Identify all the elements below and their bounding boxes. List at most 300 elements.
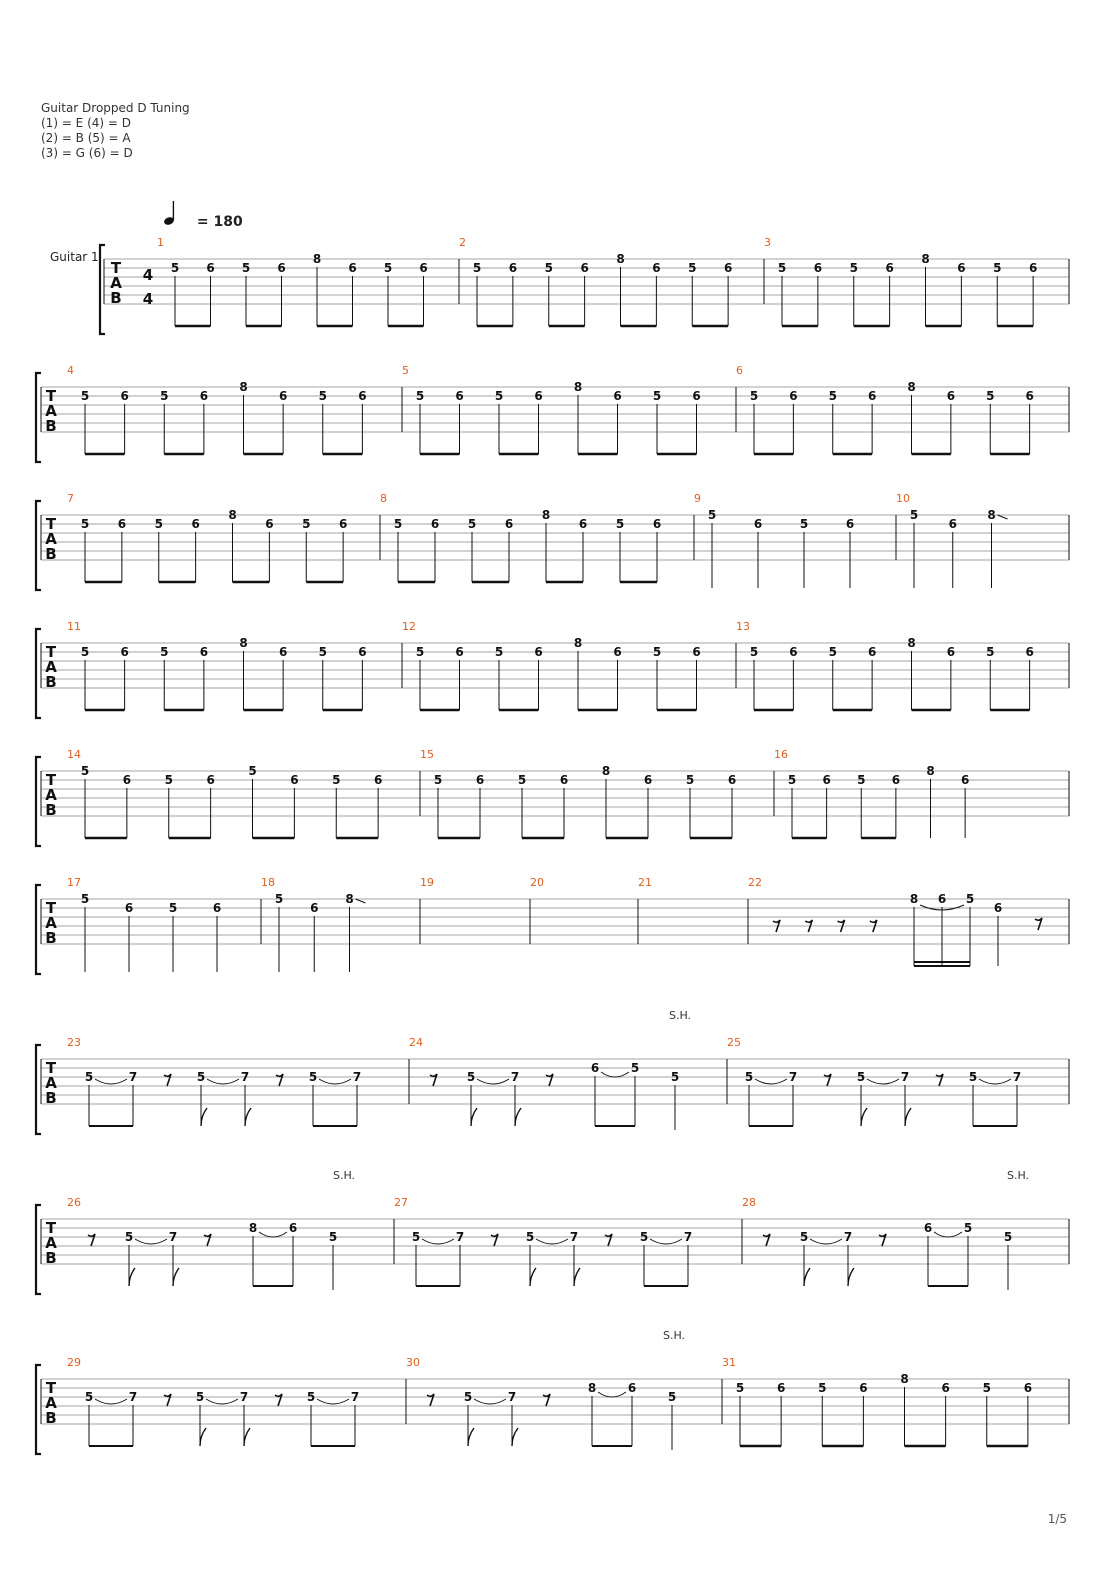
fret-number: 5	[544, 261, 553, 275]
tie-arc	[135, 1239, 167, 1244]
fret-number: 5	[857, 773, 866, 787]
fret-number: 6	[278, 645, 288, 659]
fret-number: 5	[517, 773, 527, 787]
fret-number: 5	[968, 1070, 978, 1084]
tie-arc	[319, 1079, 351, 1084]
system-bracket	[36, 501, 41, 590]
measure-number: 4	[67, 364, 74, 377]
tab-clef-letter: A	[45, 1234, 57, 1252]
measure-number: 3	[764, 236, 771, 249]
fret-number: 8	[312, 252, 322, 266]
measure-number: 7	[67, 492, 74, 505]
measure-number: 27	[394, 1196, 408, 1209]
fret-number: 5	[306, 1390, 316, 1404]
fret-number: 6	[613, 645, 622, 659]
fret-number: 5	[639, 1230, 649, 1244]
fret-number: 5	[80, 517, 90, 531]
fret-number: 6	[508, 261, 518, 275]
note-flag	[804, 1268, 810, 1286]
measure-number: 13	[736, 620, 750, 633]
measure-number: 22	[748, 876, 762, 889]
rest-symbol	[88, 1234, 95, 1246]
fret-number: 7	[788, 1070, 798, 1084]
fret-number: 6	[723, 261, 733, 275]
fret-number: 6	[822, 773, 831, 787]
fret-number: 7	[128, 1390, 138, 1404]
note-flag	[471, 1108, 477, 1126]
fret-number: 6	[948, 517, 957, 531]
rest-symbol	[936, 1074, 943, 1086]
fret-number: 5	[80, 764, 90, 778]
measure-number: 18	[261, 876, 275, 889]
fret-number: 6	[891, 773, 901, 787]
fret-number: 6	[358, 389, 367, 403]
tab-clef-letter: B	[110, 289, 122, 307]
fret-number: 5	[652, 389, 662, 403]
tab-clef-letter: B	[45, 1409, 57, 1427]
system-bracket	[36, 629, 41, 718]
fret-number: 6	[867, 645, 877, 659]
fret-number: 6	[455, 645, 464, 659]
rest-symbol	[824, 1074, 831, 1086]
tuning-line: (3) = G (6) = D	[41, 146, 133, 160]
fret-number: 6	[373, 773, 383, 787]
fret-number: 7	[350, 1390, 360, 1404]
tie-arc	[95, 1079, 127, 1084]
tab-clef-letter: B	[45, 1089, 57, 1107]
measure-number: 1	[157, 236, 164, 249]
fret-number: 6	[692, 389, 701, 403]
fret-number: 6	[265, 517, 274, 531]
tab-clef-letter: T	[45, 899, 57, 917]
note-flag	[574, 1268, 580, 1286]
measure-number: 10	[896, 492, 910, 505]
fret-number: 6	[885, 261, 894, 275]
fret-number: 6	[191, 517, 200, 531]
fret-number: 5	[164, 773, 173, 787]
tab-clef-letter: T	[45, 515, 57, 533]
fret-number: 7	[239, 1390, 249, 1404]
fret-number: 7	[569, 1230, 579, 1244]
fret-number: 8	[907, 380, 916, 394]
fret-number: 6	[1028, 261, 1038, 275]
tie-arc	[317, 1399, 349, 1404]
fret-number: 6	[946, 645, 956, 659]
time-signature-top: 4	[142, 266, 154, 284]
tie-arc	[755, 1079, 787, 1084]
tab-clef-letter: B	[45, 1249, 57, 1267]
fret-number: 6	[845, 517, 855, 531]
measure-number: 16	[774, 748, 788, 761]
fret-number: 8	[900, 1372, 909, 1386]
measure-number: 15	[420, 748, 434, 761]
measure-number: 11	[67, 620, 81, 633]
fret-number: 7	[352, 1070, 362, 1084]
fret-number: 8	[616, 252, 625, 266]
tie-arc	[477, 1079, 509, 1084]
fret-number: 6	[613, 389, 622, 403]
fret-number: 7	[843, 1230, 853, 1244]
measure-number: 29	[67, 1356, 81, 1369]
fret-number: 6	[627, 1381, 637, 1395]
fret-number: 5	[467, 517, 477, 531]
tab-clef-letter: B	[45, 673, 57, 691]
fret-number: 6	[206, 261, 215, 275]
fret-number: 7	[510, 1070, 520, 1084]
fret-number: 5	[828, 645, 837, 659]
tab-clef-letter: T	[110, 259, 122, 277]
fret-number: 6	[199, 645, 209, 659]
fret-number: 5	[80, 645, 90, 659]
tie-arc	[95, 1399, 127, 1404]
tie-arc	[867, 1079, 899, 1084]
tab-clef-letter: A	[45, 1394, 57, 1412]
fret-number: 5	[302, 517, 311, 531]
fret-number: 5	[472, 261, 482, 275]
measure-number: 30	[406, 1356, 420, 1369]
fret-number: 6	[776, 1381, 786, 1395]
fret-number: 5	[332, 773, 341, 787]
fret-number: 6	[859, 1381, 868, 1395]
fret-number: 5	[195, 1390, 205, 1404]
tie-arc	[206, 1399, 238, 1404]
fret-number: 6	[212, 901, 222, 915]
fret-number: 6	[504, 517, 514, 531]
fret-number: 5	[986, 645, 995, 659]
measure-number: 21	[638, 876, 652, 889]
rest-symbol	[1035, 918, 1042, 930]
measure-number: 12	[402, 620, 416, 633]
fret-number: 6	[789, 389, 798, 403]
measure-number: 2	[459, 236, 466, 249]
tab-clef-letter: B	[45, 545, 57, 563]
fret-number: 5	[393, 517, 403, 531]
fret-number: 6	[652, 517, 662, 531]
fret-number: 5	[84, 1390, 94, 1404]
fret-number: 5	[828, 389, 837, 403]
fret-number: 6	[578, 517, 588, 531]
fret-number: 8	[907, 636, 916, 650]
tab-clef-letter: T	[45, 643, 57, 661]
fret-number: 5	[630, 1061, 640, 1075]
fret-number: 5	[685, 773, 695, 787]
fret-number: 5	[241, 261, 251, 275]
fret-number: 6	[534, 389, 543, 403]
fret-number: 5	[818, 1381, 827, 1395]
tie-arc	[598, 1392, 626, 1397]
instrument-label: Guitar 1	[50, 250, 99, 264]
fret-number: 5	[318, 645, 327, 659]
note-flag	[905, 1108, 911, 1126]
fret-number: 8	[228, 508, 237, 522]
fret-number: 6	[867, 389, 877, 403]
fret-number: 5	[965, 892, 975, 906]
fret-number: 5	[787, 773, 797, 787]
fret-number: 7	[900, 1070, 910, 1084]
fret-number: 5	[84, 1070, 94, 1084]
fret-number: 5	[415, 645, 425, 659]
tab-clef-letter: A	[45, 1074, 57, 1092]
fret-number: 5	[318, 389, 327, 403]
fret-number: 7	[1012, 1070, 1022, 1084]
rest-symbol	[491, 1234, 498, 1246]
note-flag	[173, 1268, 179, 1286]
fret-number: 8	[987, 508, 996, 522]
fret-number: 6	[310, 901, 319, 915]
fret-number: 6	[534, 645, 543, 659]
fret-number: 8	[345, 892, 354, 906]
fret-number: 5	[415, 389, 425, 403]
fret-number: 5	[856, 1070, 866, 1084]
fret-number: 6	[278, 389, 288, 403]
tab-clef-letter: A	[45, 914, 57, 932]
fret-number: 8	[926, 764, 935, 778]
fret-number: 6	[124, 901, 134, 915]
note-flag	[245, 1108, 251, 1126]
fret-number: 8	[573, 636, 583, 650]
fret-number: 5	[849, 261, 858, 275]
measure-number: 24	[409, 1036, 423, 1049]
fret-number: 5	[154, 517, 163, 531]
tab-clef-letter: T	[45, 1379, 57, 1397]
tie-arc	[934, 1232, 962, 1237]
fret-number: 5	[982, 1381, 991, 1395]
fret-number: 5	[799, 517, 809, 531]
fret-number: 6	[120, 645, 129, 659]
fret-number: 6	[652, 261, 661, 275]
tie-arc	[259, 1232, 287, 1237]
rest-symbol	[164, 1394, 171, 1406]
tab-clef-letter: A	[45, 658, 57, 676]
tab-clef-letter: T	[45, 771, 57, 789]
fret-number: 6	[288, 1221, 298, 1235]
fret-number: 6	[122, 773, 132, 787]
measure-number: 6	[736, 364, 743, 377]
fret-number: 8	[248, 1221, 258, 1235]
fret-number: 5	[170, 261, 180, 275]
fret-number: 5	[328, 1230, 338, 1244]
fret-number: 5	[735, 1381, 745, 1395]
note-flag	[861, 1108, 867, 1126]
fret-number: 6	[475, 773, 485, 787]
rest-symbol	[543, 1394, 550, 1406]
fret-number: 5	[744, 1070, 754, 1084]
fret-number: 6	[120, 389, 129, 403]
fret-number: 5	[749, 645, 759, 659]
tab-clef-letter: A	[45, 530, 57, 548]
fret-number: 6	[789, 645, 798, 659]
rest-symbol	[763, 1234, 770, 1246]
slide-line	[356, 899, 366, 903]
fret-number: 6	[1025, 389, 1034, 403]
fret-number: 5	[80, 389, 90, 403]
tab-clef-letter: T	[45, 1219, 57, 1237]
fret-number: 6	[290, 773, 299, 787]
fret-number: 7	[240, 1070, 250, 1084]
fret-number: 6	[117, 517, 127, 531]
fret-number: 6	[430, 517, 440, 531]
measure-number: 26	[67, 1196, 81, 1209]
system-bracket	[36, 885, 41, 974]
tempo-value: = 180	[196, 214, 243, 230]
system-bracket	[36, 1365, 41, 1454]
rest-symbol	[430, 1074, 437, 1086]
tuning-line: (2) = B (5) = A	[41, 131, 131, 145]
fret-number: 6	[692, 645, 701, 659]
fret-number: 8	[239, 380, 248, 394]
measure-number: 20	[530, 876, 544, 889]
slap-harmonic-annotation: S.H.	[662, 1329, 686, 1342]
fret-number: 6	[455, 389, 464, 403]
measure-number: 5	[402, 364, 409, 377]
time-signature-bottom: 4	[142, 290, 154, 308]
tie-arc	[422, 1239, 454, 1244]
fret-number: 5	[799, 1230, 809, 1244]
tie-arc	[601, 1072, 629, 1077]
fret-number: 6	[1023, 1381, 1033, 1395]
rest-symbol	[879, 1234, 886, 1246]
measure-number: 8	[380, 492, 387, 505]
fret-number: 6	[923, 1221, 933, 1235]
tab-clef-letter: B	[45, 929, 57, 947]
fret-number: 5	[308, 1070, 318, 1084]
tab-clef-letter: A	[45, 786, 57, 804]
tuning-title: Guitar Dropped D Tuning	[41, 101, 190, 115]
measure-number: 9	[694, 492, 701, 505]
fret-number: 6	[727, 773, 737, 787]
note-flag	[468, 1428, 474, 1446]
fret-number: 6	[559, 773, 569, 787]
measure-number: 14	[67, 748, 81, 761]
fret-number: 5	[777, 261, 787, 275]
tab-clef-letter: A	[45, 402, 57, 420]
fret-number: 5	[466, 1070, 476, 1084]
fret-number: 6	[419, 261, 428, 275]
fret-number: 6	[946, 389, 956, 403]
note-flag	[200, 1428, 206, 1446]
fret-number: 8	[921, 252, 930, 266]
fret-number: 7	[168, 1230, 178, 1244]
tie-arc	[474, 1399, 506, 1404]
fret-number: 7	[683, 1230, 693, 1244]
tab-clef-letter: T	[45, 387, 57, 405]
fret-number: 5	[433, 773, 443, 787]
fret-number: 8	[239, 636, 248, 650]
fret-number: 5	[274, 892, 284, 906]
fret-number: 6	[206, 773, 215, 787]
fret-number: 8	[541, 508, 551, 522]
measure-number: 25	[727, 1036, 741, 1049]
tuning-line: (1) = E (4) = D	[41, 116, 131, 130]
fret-number: 8	[909, 892, 919, 906]
rest-symbol	[275, 1394, 282, 1406]
page-number: 1/5	[1047, 1512, 1067, 1526]
fret-number: 5	[963, 1221, 973, 1235]
system-bracket	[36, 1045, 41, 1134]
tab-clef-letter: A	[110, 274, 122, 292]
measure-number: 31	[722, 1356, 736, 1369]
measure-number: 17	[67, 876, 81, 889]
slide-line	[998, 515, 1008, 519]
system-bracket	[36, 757, 41, 846]
measure-number: 28	[742, 1196, 756, 1209]
note-flag	[515, 1108, 521, 1126]
fret-number: 5	[160, 389, 169, 403]
fret-number: 5	[196, 1070, 206, 1084]
fret-number: 7	[455, 1230, 465, 1244]
fret-number: 6	[338, 517, 348, 531]
fret-number: 5	[688, 261, 697, 275]
fret-number: 5	[383, 261, 393, 275]
rest-symbol	[276, 1074, 283, 1086]
fret-number: 5	[1003, 1230, 1013, 1244]
fret-number: 6	[813, 261, 823, 275]
tie-arc	[207, 1079, 239, 1084]
tab-clef-letter: T	[45, 1059, 57, 1077]
note-flag	[848, 1268, 854, 1286]
slap-harmonic-annotation: S.H.	[332, 1169, 356, 1182]
fret-number: 5	[168, 901, 178, 915]
measure-number: 19	[420, 876, 434, 889]
fret-number: 5	[525, 1230, 535, 1244]
fret-number: 6	[277, 261, 286, 275]
rest-symbol	[605, 1234, 612, 1246]
note-flag	[129, 1268, 135, 1286]
fret-number: 8	[601, 764, 611, 778]
note-flag	[512, 1428, 518, 1446]
fret-number: 6	[753, 517, 763, 531]
fret-number: 5	[463, 1390, 473, 1404]
tie-arc	[650, 1239, 682, 1244]
fret-number: 6	[941, 1381, 950, 1395]
fret-number: 6	[643, 773, 653, 787]
rest-symbol	[427, 1394, 434, 1406]
fret-number: 5	[494, 645, 504, 659]
system-bracket	[36, 1205, 41, 1294]
system-bracket	[36, 373, 41, 462]
fret-number: 5	[411, 1230, 421, 1244]
note-flag	[201, 1108, 207, 1126]
fret-number: 6	[358, 645, 367, 659]
fret-number: 7	[507, 1390, 517, 1404]
note-flag	[530, 1268, 536, 1286]
tab-clef-letter: B	[45, 417, 57, 435]
fret-number: 5	[986, 389, 995, 403]
tie-arc	[810, 1239, 842, 1244]
fret-number: 5	[749, 389, 759, 403]
fret-number: 5	[494, 389, 504, 403]
fret-number: 6	[590, 1061, 600, 1075]
slap-harmonic-annotation: S.H.	[668, 1009, 692, 1022]
tie-arc	[536, 1239, 568, 1244]
fret-number: 5	[909, 508, 919, 522]
fret-number: 5	[667, 1390, 677, 1404]
measure-number: 23	[67, 1036, 81, 1049]
fret-number: 5	[652, 645, 662, 659]
fret-number: 8	[573, 380, 583, 394]
note-flag	[244, 1428, 250, 1446]
fret-number: 5	[80, 892, 90, 906]
fret-number: 5	[993, 261, 1002, 275]
fret-number: 6	[580, 261, 589, 275]
fret-number: 6	[199, 389, 209, 403]
fret-number: 5	[124, 1230, 134, 1244]
fret-number: 6	[348, 261, 357, 275]
tab-clef-letter: B	[45, 801, 57, 819]
fret-number: 5	[248, 764, 257, 778]
fret-number: 5	[615, 517, 625, 531]
fret-number: 5	[670, 1070, 680, 1084]
